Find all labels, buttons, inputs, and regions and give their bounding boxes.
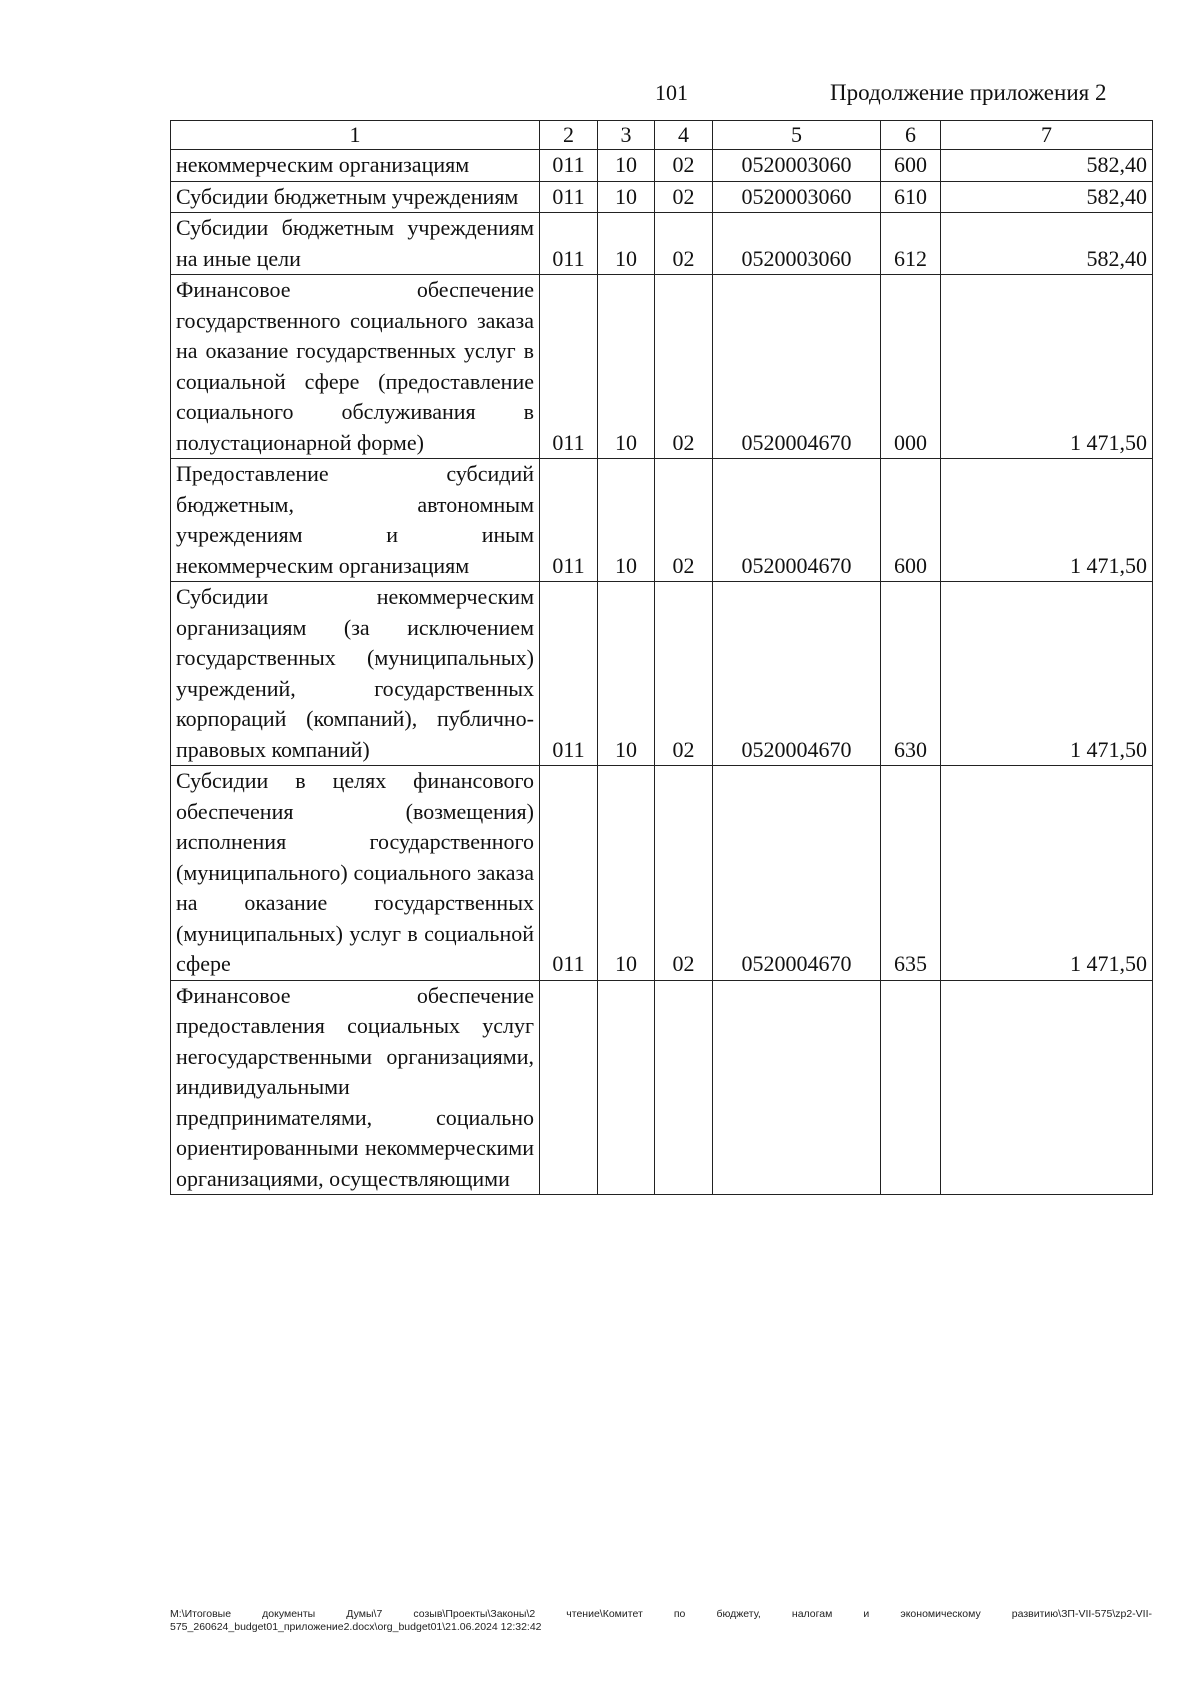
cell-expense-type: 600: [881, 150, 941, 182]
header-row: [171, 121, 1153, 150]
cell-ministry: 011: [540, 582, 598, 766]
table-row: [171, 213, 1153, 275]
cell-ministry: 011: [540, 150, 598, 182]
cell-expense-type: 000: [881, 275, 941, 459]
cell-expense-type: 630: [881, 582, 941, 766]
document-path-footer: M:\Итоговые документы Думы\7 созыв\Проекты\Законы\2 чтение\Комитет по бюджету, налогам и экономическому развитию\ЗП-VII-575\zp2-VII-575_260624_budget01_приложение2.docx\org_budget01\21.06.2024 12:32:42: [170, 1608, 1152, 1633]
cell-subsection: 02: [655, 459, 713, 582]
cell-section: 10: [598, 150, 655, 182]
cell-ministry: 011: [540, 181, 598, 213]
row-name: Субсидии бюджетным учреждениям: [171, 181, 540, 213]
column-header: 2: [540, 121, 598, 150]
cell-target-article: 0520003060: [713, 213, 881, 275]
cell-expense-type: 610: [881, 181, 941, 213]
table-row: [171, 459, 1153, 582]
table-row: [171, 181, 1153, 213]
cell-expense-type: 635: [881, 766, 941, 981]
column-header: 4: [655, 121, 713, 150]
cell-ministry: 011: [540, 766, 598, 981]
cell-amount: 582,40: [941, 150, 1153, 182]
budget-table: [170, 120, 1153, 1195]
column-header: 7: [941, 121, 1153, 150]
cell-subsection: 02: [655, 213, 713, 275]
cell-target-article: 0520004670: [713, 459, 881, 582]
table-row: [171, 766, 1153, 981]
cell-target-article: 0520003060: [713, 181, 881, 213]
cell-expense-type: 600: [881, 459, 941, 582]
cell-target-article: [713, 980, 881, 1195]
cell-amount: 582,40: [941, 213, 1153, 275]
cell-amount: [941, 980, 1153, 1195]
row-name: Финансовое обеспечение государственного социального заказа на оказание государственных услуг в социальной сфере (предоставление социального обслуживания в полустационарной форме): [171, 275, 540, 459]
cell-section: 10: [598, 181, 655, 213]
cell-subsection: 02: [655, 766, 713, 981]
table-row: [171, 980, 1153, 1195]
cell-amount: 582,40: [941, 181, 1153, 213]
cell-section: 10: [598, 275, 655, 459]
column-header: 5: [713, 121, 881, 150]
cell-target-article: 0520003060: [713, 150, 881, 182]
column-header: 3: [598, 121, 655, 150]
row-name: Субсидии некоммерческим организациям (за исключением государственных (муниципальных) учреждений, государственных корпораций (компаний), публично-правовых компаний): [171, 582, 540, 766]
cell-amount: 1 471,50: [941, 275, 1153, 459]
row-name: Субсидии в целях финансового обеспечения (возмещения) исполнения государственного (муниципального) социального заказа на оказание государственных (муниципальных) услуг в социальной сфере: [171, 766, 540, 981]
row-name: Предоставление субсидий бюджетным, автономным учреждениям и иным некоммерческим организациям: [171, 459, 540, 582]
cell-section: 10: [598, 582, 655, 766]
table-row: [171, 150, 1153, 182]
row-name: Субсидии бюджетным учреждениям на иные цели: [171, 213, 540, 275]
table-row: [171, 275, 1153, 459]
cell-section: [598, 980, 655, 1195]
row-name: Финансовое обеспечение предоставления социальных услуг негосударственными организациями, индивидуальными предпринимателями, социально ориентированными некоммерческими организациями, осуществляющими: [171, 980, 540, 1195]
column-header: 6: [881, 121, 941, 150]
page-number: 101: [655, 80, 688, 105]
cell-subsection: 02: [655, 181, 713, 213]
cell-ministry: 011: [540, 213, 598, 275]
cell-amount: 1 471,50: [941, 766, 1153, 981]
cell-target-article: 0520004670: [713, 275, 881, 459]
cell-subsection: 02: [655, 150, 713, 182]
cell-amount: 1 471,50: [941, 582, 1153, 766]
continuation-label: Продолжение приложения 2: [830, 80, 1107, 105]
cell-section: 10: [598, 459, 655, 582]
cell-section: 10: [598, 213, 655, 275]
cell-subsection: [655, 980, 713, 1195]
cell-target-article: 0520004670: [713, 766, 881, 981]
cell-ministry: 011: [540, 459, 598, 582]
cell-section: 10: [598, 766, 655, 981]
cell-ministry: [540, 980, 598, 1195]
cell-amount: 1 471,50: [941, 459, 1153, 582]
table-row: [171, 582, 1153, 766]
column-header: 1: [171, 121, 540, 150]
cell-subsection: 02: [655, 582, 713, 766]
cell-subsection: 02: [655, 275, 713, 459]
cell-target-article: 0520004670: [713, 582, 881, 766]
cell-expense-type: 612: [881, 213, 941, 275]
row-name: некоммерческим организациям: [171, 150, 540, 182]
cell-ministry: 011: [540, 275, 598, 459]
cell-expense-type: [881, 980, 941, 1195]
